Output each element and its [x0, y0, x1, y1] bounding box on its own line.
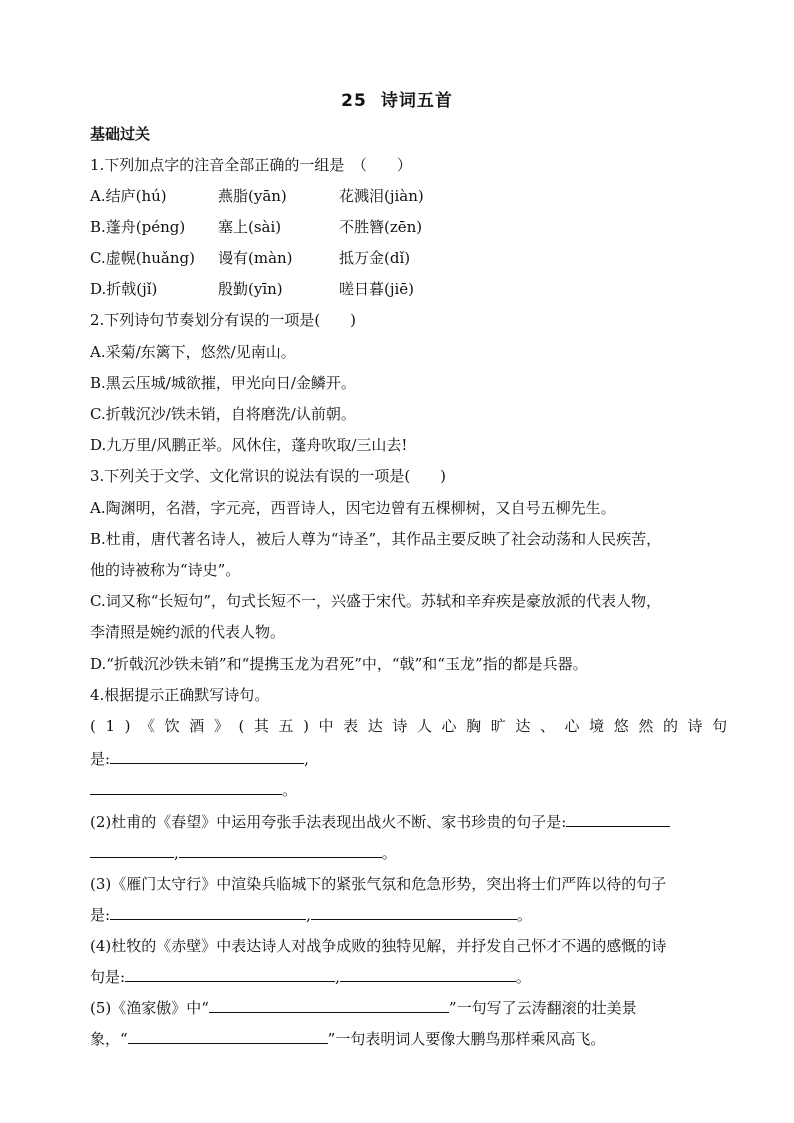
- q3-option-c-line1: C.词又称“长短句”，句式长短不一，兴盛于宋代。苏轼和辛弃疾是豪放派的代表人物，: [90, 592, 662, 610]
- answer-blank[interactable]: [125, 967, 335, 982]
- page-title: [0, 86, 794, 111]
- prompt-text: 象，“: [90, 1030, 128, 1048]
- q2-stem: 2.下列诗句节奏划分有误的一项是( ): [90, 311, 357, 329]
- prompt-text: (5)《渔家傲》中“: [90, 999, 209, 1017]
- q3-option-b-line2: 他的诗被称为“诗史”。: [90, 561, 241, 579]
- prompt-text: 是:: [90, 750, 111, 768]
- q3-option-a: A.陶渊明，名潜，字元亮，西晋诗人，因宅边曾有五棵柳树，又自号五柳先生。: [90, 499, 616, 517]
- lesson-title: 诗词五首: [380, 91, 453, 111]
- punctuation: ,: [335, 968, 340, 986]
- q4-part1-answer-line1: [90, 749, 309, 769]
- lesson-number: 25: [341, 91, 367, 111]
- option-text: 花溅泪(jiàn): [339, 187, 424, 205]
- option-text: 谩有(màn): [218, 249, 293, 267]
- punctuation: ,: [304, 750, 309, 768]
- q4-part3-prompt: (3)《雁门太守行》中渲染兵临城下的紧张气氛和危急形势，突出将士们严阵以待的句子: [90, 875, 667, 893]
- option-text: 抵万金(dǐ): [339, 249, 411, 267]
- q4-part4-answer-line: [90, 967, 531, 987]
- q4-part1-answer-line2: [90, 780, 297, 800]
- punctuation: ,: [306, 906, 311, 924]
- q2-option-a: A.采菊/东篱下，悠然/见南山。: [90, 343, 296, 361]
- q4-part2-prompt: [90, 812, 670, 832]
- q3-option-d: D.“折戟沉沙铁未销”和“提携玉龙为君死”中，“戟”和“玉龙”指的都是兵器。: [90, 655, 588, 673]
- answer-blank[interactable]: [179, 843, 382, 858]
- prompt-text: 句是:: [90, 968, 126, 986]
- q4-part2-answer-line: [90, 843, 397, 863]
- q1-option-c: [90, 248, 410, 268]
- q4-part4-prompt: (4)杜牧的《赤壁》中表达诗人对战争成败的独特见解，并抒发自己怀才不遇的感慨的诗: [90, 937, 667, 955]
- q4-part5-line1: [90, 998, 637, 1018]
- q2-option-b: B.黑云压城/城欲摧，甲光向日/金鳞开。: [90, 374, 356, 392]
- prompt-text: 是:: [90, 906, 111, 924]
- q1-option-d: [90, 279, 414, 299]
- answer-blank[interactable]: [90, 780, 282, 795]
- answer-blank[interactable]: [209, 998, 449, 1013]
- punctuation: 。: [516, 906, 532, 924]
- punctuation: 。: [381, 844, 397, 862]
- option-text: 不胜簪(zēn): [339, 218, 423, 236]
- punctuation: ,: [174, 844, 179, 862]
- q4-part3-answer-line: [90, 905, 532, 925]
- option-text: 燕脂(yān): [218, 187, 287, 205]
- option-text: D.折戟(jǐ): [90, 280, 158, 298]
- section-heading: 基础过关: [90, 125, 151, 143]
- q2-option-c: C.折戟沉沙/铁未销，自将磨洗/认前朝。: [90, 405, 356, 423]
- prompt-text: ”一句表明词人要像大鹏鸟那样乘风高飞。: [327, 1030, 606, 1048]
- option-text: B.蓬舟(péng): [90, 218, 186, 236]
- answer-blank[interactable]: [90, 843, 174, 858]
- q3-option-b-line1: B.杜甫，唐代著名诗人，被后人尊为“诗圣”，其作品主要反映了社会动荡和人民疾苦，: [90, 530, 662, 548]
- q3-option-c-line2: 李清照是婉约派的代表人物。: [90, 623, 286, 641]
- answer-blank[interactable]: [340, 967, 516, 982]
- q2-option-d: D.九万里/风鹏正举。风休住，蓬舟吹取/三山去!: [90, 436, 408, 454]
- prompt-text: (2)杜甫的《春望》中运用夸张手法表现出战火不断、家书珍贵的句子是:: [90, 813, 567, 831]
- q1-option-a: [90, 186, 424, 206]
- option-text: C.虚幌(huǎng): [90, 249, 195, 267]
- q4-part5-line2: [90, 1029, 605, 1049]
- option-text: 殷勤(yīn): [218, 280, 283, 298]
- prompt-text: ”一句写了云涛翻滚的壮美景: [448, 999, 637, 1017]
- answer-blank[interactable]: [110, 905, 306, 920]
- answer-blank[interactable]: [128, 1029, 328, 1044]
- punctuation: 。: [515, 968, 531, 986]
- option-text: A.结庐(hú): [90, 187, 167, 205]
- answer-blank[interactable]: [110, 749, 304, 764]
- answer-blank[interactable]: [566, 812, 670, 827]
- punctuation: 。: [282, 781, 298, 799]
- q4-part1-prompt: (1)《饮酒》(其五)中表达诗人心胸旷达、心境悠然的诗句: [90, 717, 737, 735]
- q3-stem: 3.下列关于文学、文化常识的说法有误的一项是( ): [90, 467, 447, 485]
- q1-option-b: [90, 217, 422, 237]
- q1-stem: 1.下列加点字的注音全部正确的一组是 （ ）: [90, 156, 412, 174]
- option-text: 嗟日暮(jiē): [339, 280, 415, 298]
- option-text: 塞上(sài): [218, 218, 282, 236]
- answer-blank[interactable]: [311, 905, 517, 920]
- q4-stem: 4.根据提示正确默写诗句。: [90, 686, 270, 704]
